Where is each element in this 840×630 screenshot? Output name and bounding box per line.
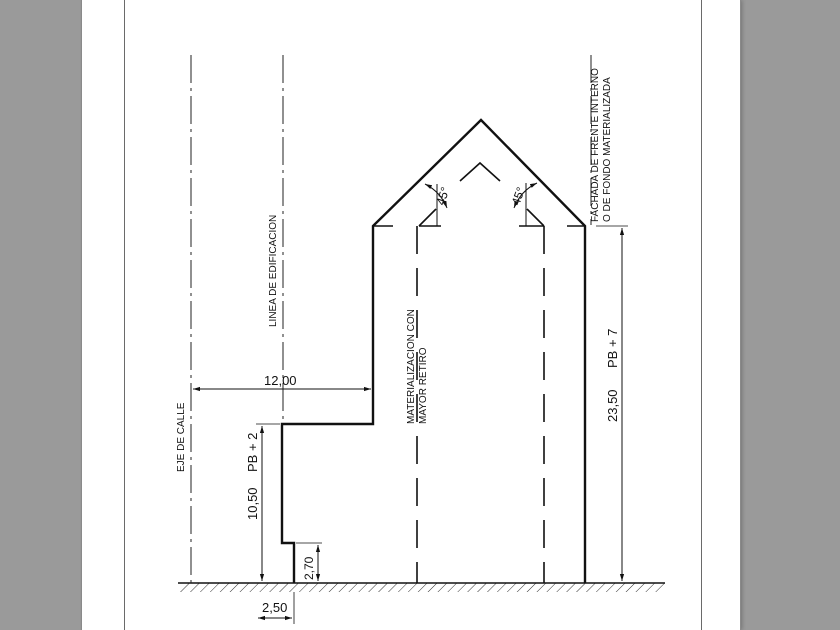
materializacion-label-line2: MAYOR RETIRO [418, 347, 429, 424]
dim-2-70-text: 2,70 [302, 556, 316, 580]
dim-12-00-text: 12,00 [264, 373, 297, 388]
dim-23-50-text: 23,50 [605, 389, 620, 422]
dim-10-50 [245, 424, 280, 581]
linea-de-edificacion-label: LINEA DE EDIFICACION [268, 214, 279, 327]
materializacion-label-line1: MATERIALIZACION CON [406, 309, 417, 424]
angle-right-label: 45° [508, 185, 529, 208]
fachada-label-line2: O DE FONDO MATERIALIZADA [602, 77, 613, 222]
dim-2-70 [296, 543, 322, 581]
ground [178, 583, 665, 592]
setback-profile [417, 163, 544, 583]
dim-2-50 [258, 592, 294, 624]
angle-left-label: 45° [433, 185, 453, 207]
dim-10-50-text: 10,50 [245, 487, 260, 520]
pb-7-text: PB + 7 [605, 328, 620, 368]
dim-12-00 [193, 373, 371, 389]
dim-23-50 [596, 226, 628, 581]
dim-2-50-text: 2,50 [262, 600, 288, 615]
pb-2-text: PB + 2 [245, 432, 260, 472]
fachada-label-line1: FACHADA DE FRENTE INTERNO [590, 68, 601, 222]
eje-de-calle-label: EJE DE CALLE [176, 402, 187, 472]
